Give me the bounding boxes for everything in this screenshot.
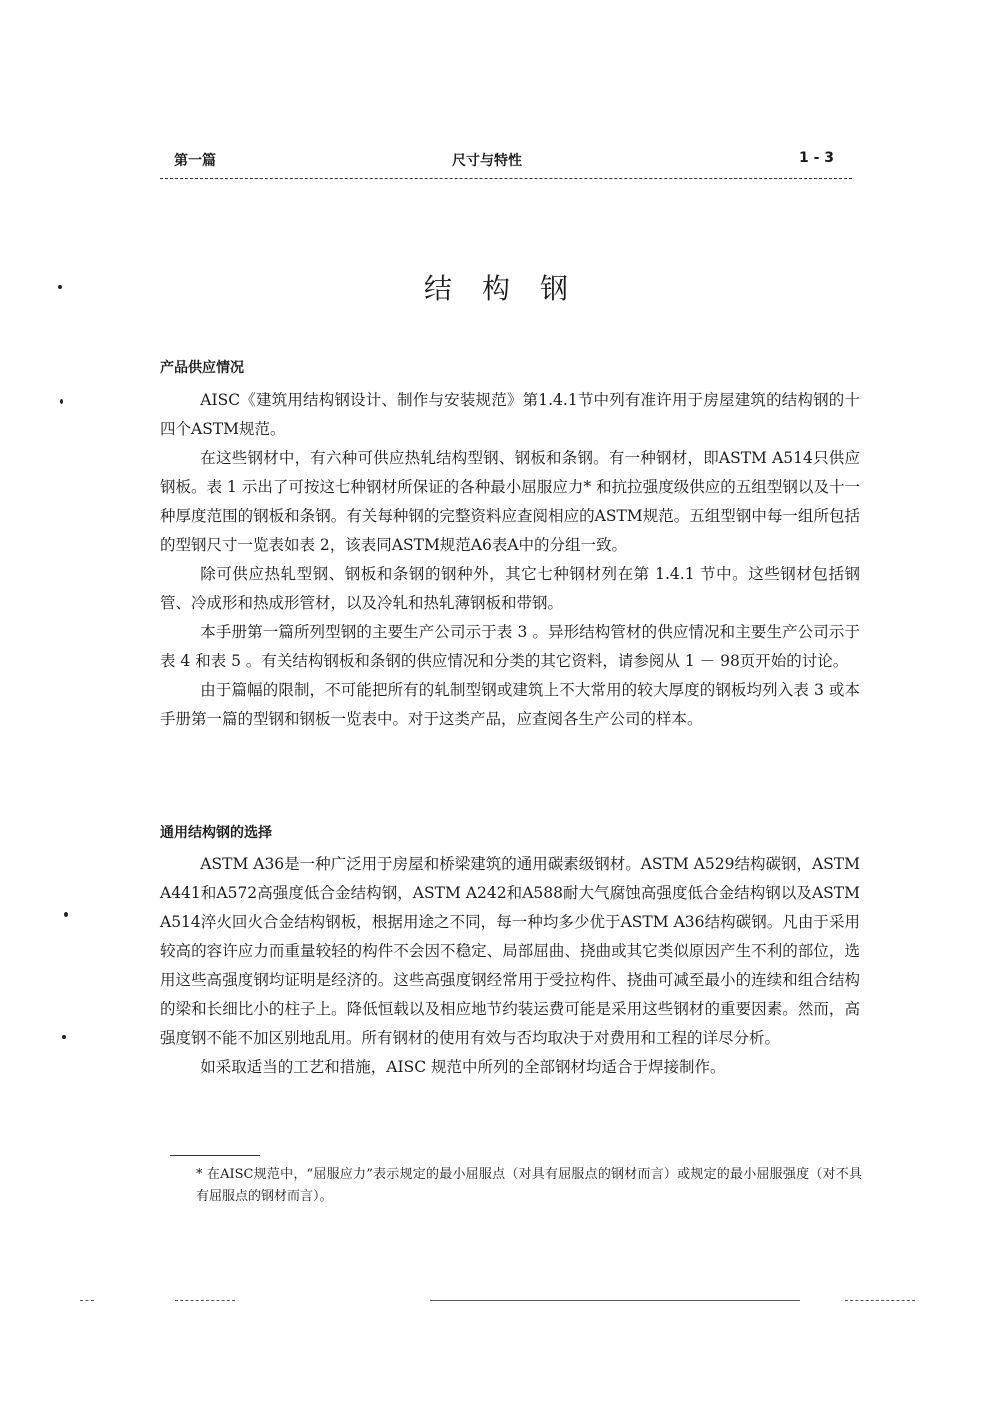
header-page-number: 1 - 3	[798, 150, 834, 166]
section-body-selection	[160, 850, 860, 1082]
paragraph: 本手册第一篇所列型钢的主要生产公司示于表 3 。异形结构管材的供应情况和主要生产公司示于表 4 和表 5 。有关结构钢板和条钢的供应情况和分类的其它资料，请参阅从 1 － 98页开始的讨论。	[160, 623, 860, 670]
paragraph: 如采取适当的工艺和措施，AISC 规范中所列的全部钢材均适合于焊接制作。	[200, 1058, 726, 1076]
section-body-supply	[160, 386, 860, 734]
scan-speck	[64, 912, 68, 917]
running-header	[160, 150, 852, 176]
scan-speck	[62, 1035, 66, 1039]
paragraph: 除可供应热轧型钢、钢板和条钢的钢种外，其它七种钢材列在第 1.4.1 节中。这些钢材包括钢管、冷成形和热成形管材，以及冷轧和热轧薄钢板和带钢。	[160, 565, 860, 612]
header-rule	[160, 178, 852, 179]
footnote: * 在AISC规范中，“屈服应力”表示规定的最小屈服点（对具有屈服点的钢材而言）或规定的最小屈服强度（对不具有屈服点的钢材而言）。	[196, 1167, 862, 1204]
scan-speck	[60, 399, 63, 404]
paragraph: 由于篇幅的限制，不可能把所有的轧制型钢或建筑上不大常用的较大厚度的钢板均列入表 3 或本手册第一篇的型钢和钢板一览表中。对于这类产品，应查阅各生产公司的样本。	[160, 681, 860, 728]
footnote-rule	[170, 1155, 260, 1156]
scan-mark	[430, 1300, 800, 1302]
paragraph: ASTM A36是一种广泛用于房屋和桥梁建筑的通用碳素级钢材。ASTM A529结构碳钢，ASTM A441和A572高强度低合金结构钢，ASTM A242和A588耐大气腐蚀高强度低合金结构钢以及ASTM A514淬火回火合金结构钢板，根据用途之不同，每一种均多少优于ASTM A36结构碳钢。凡由于采用较高的容许应力而重量较轻的构件不会因不稳定、局部屈曲、挠曲或其它类似原因产生不利的部位，选用这些高强度钢均证明是经济的。这些高强度钢经常用于受拉构件、挠曲可减至最小的连续和组合结构的梁和长细比小的柱子上。降低恒载以及相应地节约装运费可能是采用这些钢材的重要因素。然而，高强度钢不能不加区别地乱用。所有钢材的使用有效与否均取决于对费用和工程的详尽分析。	[160, 855, 860, 1047]
header-part-label: 第一篇	[174, 153, 216, 169]
page-title: 结构钢	[423, 272, 598, 305]
scan-mark	[845, 1300, 915, 1302]
scan-speck	[58, 285, 62, 289]
scan-mark	[80, 1300, 94, 1302]
section-heading-supply: 产品供应情况	[160, 360, 244, 376]
paragraph: 在这些钢材中，有六种可供应热轧结构型钢、钢板和条钢。有一种钢材，即ASTM A514只供应钢板。表 1 示出了可按这七种钢材所保证的各种最小屈服应力* 和抗拉强度级供应的五组型钢以及十一种厚度范围的钢板和条钢。有关每种钢的完整资料应查阅相应的ASTM规范。五组型钢中每一组所包括的型钢尺寸一览表如表 2，该表同ASTM规范A6表A中的分组一致。	[160, 449, 860, 554]
header-chapter-title: 尺寸与特性	[452, 153, 522, 169]
section-heading-selection: 通用结构钢的选择	[160, 825, 272, 841]
scan-mark	[175, 1300, 235, 1302]
paragraph: AISC《建筑用结构钢设计、制作与安装规范》第1.4.1节中列有准许用于房屋建筑的结构钢的十四个ASTM规范。	[160, 391, 860, 438]
